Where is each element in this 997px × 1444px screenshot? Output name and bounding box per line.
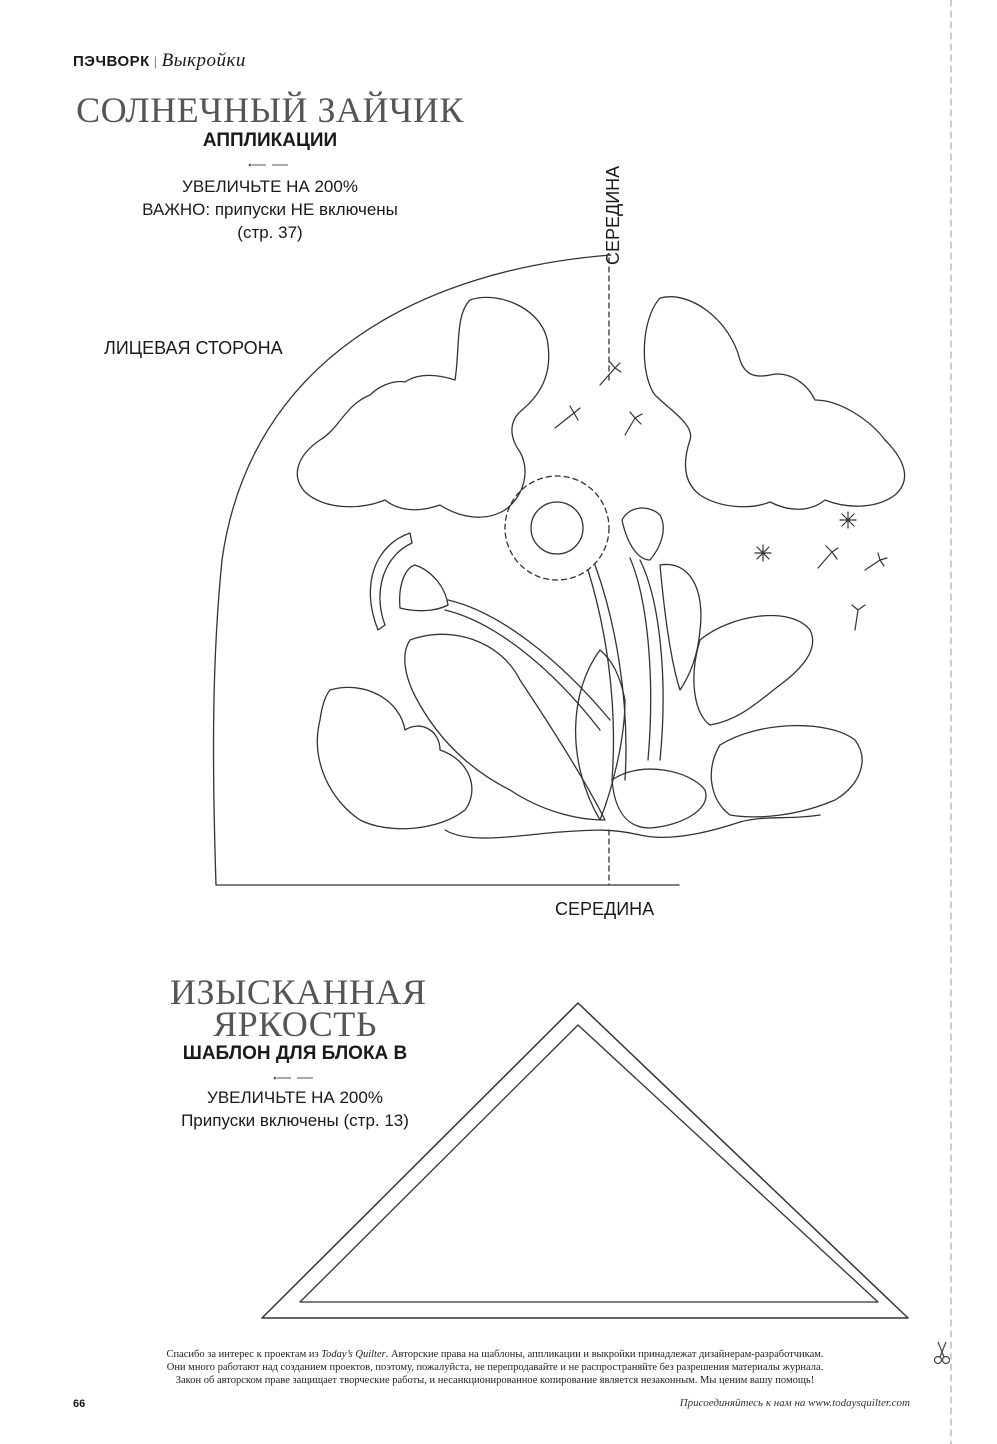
pattern1-enlarge: УВЕЛИЧЬТЕ НА 200% — [182, 177, 358, 196]
scissors-icon — [932, 1340, 954, 1366]
center-label-vertical: СЕРЕДИНА — [603, 165, 623, 265]
page-number: 66 — [73, 1398, 86, 1410]
footer-line-1-end: . Авторские права на шаблоны, аппликации и выкройки принадлежат дизайнерам-разработчикам. — [385, 1349, 824, 1360]
left-bud — [400, 565, 448, 611]
pattern2-dash-ornament — [273, 1073, 317, 1083]
triangle-inner — [300, 1025, 878, 1302]
pattern2-title-line2: ЯРКОСТЬ — [213, 1004, 377, 1044]
magazine-name: Today’s Quilter — [321, 1349, 386, 1360]
website-link[interactable]: Присоединяйтесь к нам на www.todaysquilter.com — [679, 1397, 910, 1409]
right-bud — [622, 508, 663, 560]
center-label-horizontal: СЕРЕДИНА — [555, 899, 655, 919]
footer-line-1 — [60, 1348, 930, 1361]
right-upper-leaf — [694, 616, 813, 725]
dandelion-seeds — [555, 362, 887, 630]
crescent-piece — [370, 533, 412, 630]
right-bud-stem — [640, 560, 663, 760]
pattern2-enlarge: УВЕЛИЧЬТЕ НА 200% — [207, 1088, 383, 1107]
right-bud-stem-2 — [630, 558, 651, 760]
sun-stem — [595, 565, 626, 780]
pattern2-seam-note: Припуски включены (стр. 13) — [181, 1111, 409, 1130]
block-arc-outline — [214, 255, 611, 885]
left-large-leaf — [405, 634, 605, 820]
stem-leaf — [660, 564, 701, 690]
pattern1-title: СОЛНЕЧНЫЙ ЗАЙЧИК — [76, 90, 464, 130]
bottom-left-leaf — [317, 687, 471, 828]
category-name: Выкройки — [161, 50, 246, 71]
footer-line-2: Они много работают над созданием проектов, поэтому, пожалуйста, не перепродавайте и не распространяйте без разрешения материалы журнала. — [166, 1362, 824, 1373]
header-divider: | — [153, 54, 158, 69]
face-side-label: ЛИЦЕВАЯ СТОРОНА — [104, 338, 283, 358]
pattern2-subtitle: ШАБЛОН ДЛЯ БЛОКА В — [182, 1043, 408, 1064]
left-butterfly — [297, 297, 548, 517]
pattern1-page-ref: (стр. 37) — [237, 223, 303, 242]
left-bud-stem — [448, 600, 610, 720]
section-name: ПЭЧВОРК — [73, 53, 150, 70]
central-bottom-leaf — [612, 769, 706, 828]
footer-copyright — [60, 1348, 930, 1387]
sun-stem-2 — [588, 570, 613, 780]
right-butterfly — [644, 297, 904, 510]
center-leaf — [576, 650, 625, 820]
footer-line-3: Закон об авторском праве защищает творческие работы, и несанкционированное копирование является незаконным. Мы ценим вашу помощь! — [175, 1375, 815, 1386]
sun-center — [531, 502, 583, 554]
pattern1-subtitle: АППЛИКАЦИИ — [202, 130, 338, 151]
leaf-base-line — [445, 815, 820, 838]
pattern1-seam-note: ВАЖНО: припуски НЕ включены — [142, 200, 398, 219]
footer-line-1-start: Спасибо за интерес к проектам из — [166, 1349, 322, 1360]
right-bottom-leaf — [711, 726, 862, 817]
pattern2-title-line1: ИЗЫСКАННАЯ — [170, 972, 427, 1012]
